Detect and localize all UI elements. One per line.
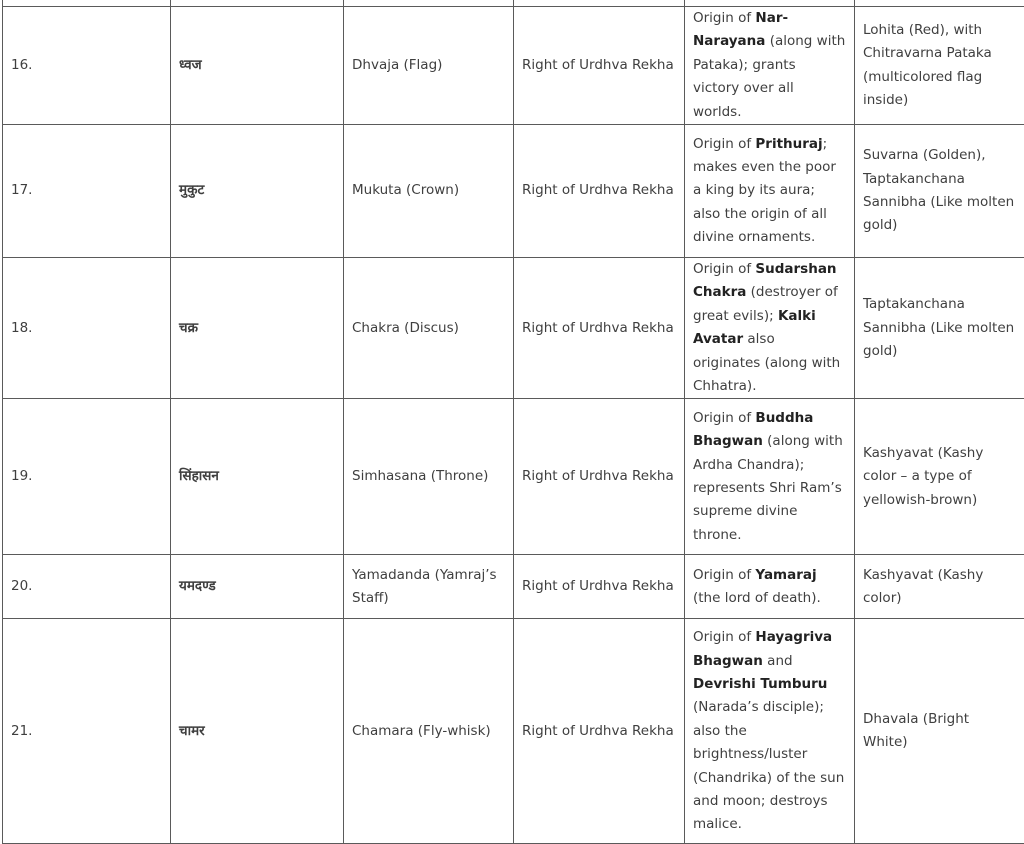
origin-highlight: Sudarshan Chakra bbox=[693, 261, 837, 300]
symbol-location: Right of Urdhva Rekha bbox=[514, 125, 685, 258]
row-number: 18. bbox=[3, 258, 171, 399]
origin-text: (along with Ardha Chandra); represents Shri Ram’s supreme divine throne. bbox=[693, 433, 843, 543]
origin-highlight: Kalki Avatar bbox=[693, 308, 816, 347]
devanagari-name: चामर bbox=[171, 619, 344, 844]
origin-text: (Narada’s disciple); also the brightness/luster (Chandrika) of the sun and moon; destroys malice. bbox=[693, 699, 844, 832]
origin-text: (along with Pataka); grants victory over all worlds. bbox=[693, 33, 845, 119]
symbol-name: Dhvaja (Flag) bbox=[344, 7, 514, 125]
devanagari-name: यमदण्ड bbox=[171, 555, 344, 619]
origin-highlight: Prithuraj bbox=[755, 136, 822, 152]
symbol-origin bbox=[685, 555, 855, 619]
origin-highlight: Devrishi Tumburu bbox=[693, 676, 827, 692]
origin-text: (the lord of death). bbox=[693, 590, 821, 606]
symbol-origin bbox=[685, 258, 855, 399]
row-number: 19. bbox=[3, 399, 171, 555]
origin-text: Origin of bbox=[693, 567, 755, 583]
devanagari-name: मुकुट bbox=[171, 125, 344, 258]
devanagari-name: ध्वज bbox=[171, 7, 344, 125]
table-row bbox=[3, 258, 1024, 399]
symbol-location: Right of Urdhva Rekha bbox=[514, 555, 685, 619]
origin-highlight: Nar-Narayana bbox=[693, 10, 788, 49]
row-number: 20. bbox=[3, 555, 171, 619]
symbol-origin bbox=[685, 125, 855, 258]
symbol-location: Right of Urdhva Rekha bbox=[514, 7, 685, 125]
symbol-location: Right of Urdhva Rekha bbox=[514, 619, 685, 844]
origin-highlight: Buddha Bhagwan bbox=[693, 410, 813, 449]
origin-text: and bbox=[763, 653, 793, 669]
origin-highlight: Hayagriva Bhagwan bbox=[693, 629, 832, 668]
table-row bbox=[3, 555, 1024, 619]
origin-text: ; makes even the poor a king by its aura; also the origin of all divine ornaments. bbox=[693, 136, 836, 246]
symbol-location: Right of Urdhva Rekha bbox=[514, 399, 685, 555]
devanagari-name: सिंहासन bbox=[171, 399, 344, 555]
origin-text: also originates (along with Chhatra). bbox=[693, 331, 840, 394]
symbol-name: Mukuta (Crown) bbox=[344, 125, 514, 258]
symbol-origin bbox=[685, 7, 855, 125]
origin-text: Origin of bbox=[693, 410, 755, 426]
symbol-name: Chakra (Discus) bbox=[344, 258, 514, 399]
origin-highlight: Yamaraj bbox=[755, 567, 816, 583]
table-body bbox=[3, 0, 1024, 844]
table-row bbox=[3, 619, 1024, 844]
symbol-color: Kashyavat (Kashy color – a type of yellowish-brown) bbox=[855, 399, 1024, 555]
symbol-color: Kashyavat (Kashy color) bbox=[855, 555, 1024, 619]
symbol-origin bbox=[685, 399, 855, 555]
origin-text: (destroyer of great evils); bbox=[693, 284, 838, 323]
symbol-color: Dhavala (Bright White) bbox=[855, 619, 1024, 844]
symbol-color: Taptakanchana Sannibha (Like molten gold) bbox=[855, 258, 1024, 399]
origin-text: Origin of bbox=[693, 136, 755, 152]
origin-text: Origin of bbox=[693, 10, 755, 26]
table-row bbox=[3, 7, 1024, 125]
symbol-color: Suvarna (Golden), Taptakanchana Sannibha (Like molten gold) bbox=[855, 125, 1024, 258]
symbol-location: Right of Urdhva Rekha bbox=[514, 258, 685, 399]
symbol-origin bbox=[685, 619, 855, 844]
table-row bbox=[3, 399, 1024, 555]
symbol-name: Yamadanda (Yamraj’s Staff) bbox=[344, 555, 514, 619]
origin-text: Origin of bbox=[693, 629, 755, 645]
table-row bbox=[3, 125, 1024, 258]
symbol-name: Simhasana (Throne) bbox=[344, 399, 514, 555]
row-number: 17. bbox=[3, 125, 171, 258]
row-number: 21. bbox=[3, 619, 171, 844]
symbol-name: Chamara (Fly-whisk) bbox=[344, 619, 514, 844]
origin-text: Origin of bbox=[693, 261, 755, 277]
row-number: 16. bbox=[3, 7, 171, 125]
devanagari-name: चक्र bbox=[171, 258, 344, 399]
symbol-color: Lohita (Red), with Chitravarna Pataka (multicolored flag inside) bbox=[855, 7, 1024, 125]
symbols-table bbox=[2, 0, 1024, 844]
